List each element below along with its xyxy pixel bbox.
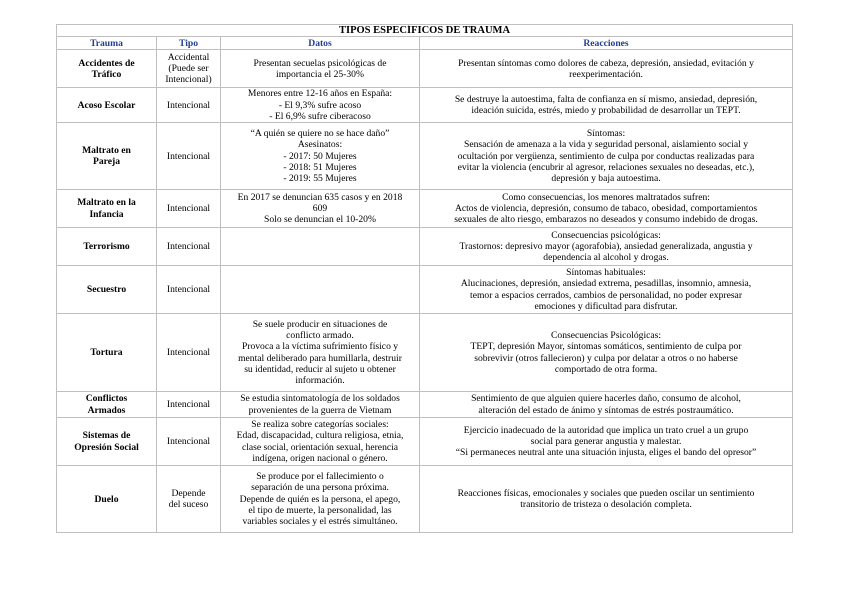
trauma-line: Secuestro xyxy=(86,284,127,296)
datos-line: Depende de quién es la persona, el apego, xyxy=(239,493,401,505)
datos-line: separación de una persona próxima. xyxy=(251,482,389,494)
cell-datos xyxy=(221,314,420,392)
trauma-line: Infancia xyxy=(89,208,124,220)
cell-datos xyxy=(221,266,420,314)
cell-datos xyxy=(221,50,420,88)
datos-line: conflicto armado. xyxy=(286,330,354,342)
datos-line: - 2019: 55 Mujeres xyxy=(283,173,357,185)
datos-line: 609 xyxy=(312,203,328,215)
header-datos: Datos xyxy=(221,37,420,50)
datos-line: Solo se denuncian el 10-20% xyxy=(264,214,376,226)
trauma-line: Opresión Social xyxy=(74,441,139,453)
cell-trauma xyxy=(57,123,157,190)
trauma-line: Maltrato en la xyxy=(77,197,136,209)
cell-trauma xyxy=(57,190,157,228)
trauma-line: Acoso Escolar xyxy=(77,99,136,111)
cell-trauma xyxy=(57,392,157,418)
cell-tipo xyxy=(157,88,221,123)
tipo-line: Intencional) xyxy=(165,74,212,86)
reacciones-line: social para generar angustia y malestar. xyxy=(530,436,682,448)
table-row xyxy=(57,314,793,392)
reacciones-line: transitorio de tristeza o desolación completa. xyxy=(520,499,692,511)
tipo-line: Intencional xyxy=(166,241,211,253)
reacciones-line: evitar la violencia (encubrir al agresor, relaciones sexuales no deseadas, etc.), xyxy=(457,161,755,173)
table-row xyxy=(57,123,793,190)
cell-datos xyxy=(221,88,420,123)
tipo-line: Intencional xyxy=(166,99,211,111)
reacciones-line: depresión y baja autoestima. xyxy=(551,173,661,185)
reacciones-line: Presentan síntomas como dolores de cabeza, depresión, ansiedad, evitación y xyxy=(458,57,754,69)
reacciones-line: “Si permaneces neutral ante una situación injusta, eliges el bando del opresor” xyxy=(455,447,757,459)
tipo-line: Intencional xyxy=(166,436,211,448)
cell-trauma xyxy=(57,418,157,466)
trauma-line: Maltrato en xyxy=(82,144,131,156)
datos-line: Se estudia sintomatología de los soldados xyxy=(240,393,400,405)
reacciones-line: Síntomas habituales: xyxy=(566,267,646,279)
cell-tipo xyxy=(157,466,221,533)
cell-reacciones xyxy=(420,392,793,418)
table-title: TIPOS ESPECÍFICOS DE TRAUMA xyxy=(57,25,793,37)
tipo-line: Accidental xyxy=(167,51,210,63)
cell-trauma xyxy=(57,50,157,88)
datos-line: Presentan secuelas psicológicas de xyxy=(253,57,387,69)
datos-line: Menores entre 12-16 años en España: xyxy=(247,88,393,100)
reacciones-line: Sentimiento de que alguien quiere hacerles daño, consumo de alcohol, xyxy=(471,393,741,405)
reacciones-line: Sensación de amenaza a la vida y seguridad personal, aislamiento social y xyxy=(464,139,749,151)
datos-line: - 2017: 50 Mujeres xyxy=(283,150,357,162)
trauma-line: Sistemas de xyxy=(82,430,131,442)
datos-line: indígena, origen nacional o género. xyxy=(252,452,388,464)
trauma-line: Conflictos xyxy=(85,393,128,405)
header-trauma: Trauma xyxy=(57,37,157,50)
cell-tipo xyxy=(157,266,221,314)
datos-line: Se produce por el fallecimiento o xyxy=(256,470,384,482)
cell-datos xyxy=(221,418,420,466)
trauma-line: Tortura xyxy=(90,347,123,359)
table-row xyxy=(57,228,793,266)
datos-line: variables sociales y el estrés simultáneo. xyxy=(242,516,398,528)
reacciones-line: dependencia al alcohol y drogas. xyxy=(543,252,669,264)
cell-reacciones xyxy=(420,228,793,266)
datos-line: clase social, orientación sexual, herencia xyxy=(241,441,399,453)
datos-line: Asesinatos: xyxy=(297,139,343,151)
reacciones-line: ocultación por vergüenza, sentimiento de culpa por conductas realizadas para xyxy=(457,150,755,162)
cell-trauma xyxy=(57,266,157,314)
datos-line: En 2017 se denuncian 635 casos y en 2018 xyxy=(237,191,403,203)
datos-line: Provoca a la víctima sufrimiento físico y xyxy=(241,341,399,353)
cell-reacciones xyxy=(420,190,793,228)
trauma-line: Duelo xyxy=(94,493,119,505)
datos-line: importancia el 25-30% xyxy=(276,68,364,80)
tipo-line: Depende xyxy=(171,487,206,499)
reacciones-line: Actos de violencia, depresión, consumo de tabaco, obesidad, comportamientos xyxy=(454,203,758,215)
cell-trauma xyxy=(57,228,157,266)
tipo-line: (Puede ser xyxy=(168,63,209,75)
tipo-line: del suceso xyxy=(168,499,209,511)
tipo-line: Intencional xyxy=(166,150,211,162)
datos-line: “A quién se quiere no se hace daño” xyxy=(250,127,390,139)
trauma-line: Accidentes de xyxy=(78,57,135,69)
table-row xyxy=(57,392,793,418)
datos-line: Se realiza sobre categorías sociales: xyxy=(251,419,389,431)
table-row xyxy=(57,466,793,533)
cell-trauma xyxy=(57,314,157,392)
cell-datos xyxy=(221,392,420,418)
cell-tipo xyxy=(157,314,221,392)
reacciones-line: Consecuencias Psicológicas: xyxy=(551,330,662,342)
reacciones-line: Trastornos: depresivo mayor (agorafobia), ansiedad generalizada, angustia y xyxy=(459,241,753,253)
reacciones-line: Ejercicio inadecuado de la autoridad que implica un trato cruel a un grupo xyxy=(463,424,749,436)
trauma-line: Terrorismo xyxy=(83,241,130,253)
reacciones-line: reexperimentación. xyxy=(569,68,643,80)
cell-datos xyxy=(221,228,420,266)
cell-reacciones xyxy=(420,418,793,466)
reacciones-line: sexuales de alto riesgo, embarazos no deseados y consumo indebido de drogas. xyxy=(454,214,758,226)
datos-line: su identidad, reducir al sujeto u obtener xyxy=(244,363,396,375)
reacciones-line: comportado de otra forma. xyxy=(554,363,658,375)
trauma-table xyxy=(56,24,793,533)
datos-line: Se suele producir en situaciones de xyxy=(252,318,388,330)
datos-line: información. xyxy=(295,375,345,387)
datos-line: - El 9,3% sufre acoso xyxy=(278,99,362,111)
cell-reacciones xyxy=(420,50,793,88)
table-row xyxy=(57,418,793,466)
reacciones-line: Se destruye la autoestima, falta de confianza en sí mismo, ansiedad, depresión, xyxy=(454,93,758,105)
cell-datos xyxy=(221,123,420,190)
cell-tipo xyxy=(157,228,221,266)
reacciones-line: emociones y dificultad para disfrutar. xyxy=(534,300,678,312)
table-body xyxy=(57,50,793,533)
header-tipo: Tipo xyxy=(157,37,221,50)
cell-tipo xyxy=(157,50,221,88)
cell-reacciones xyxy=(420,314,793,392)
reacciones-line: TEPT, depresión Mayor, síntomas somáticos, sentimiento de culpa por xyxy=(470,341,742,353)
cell-reacciones xyxy=(420,88,793,123)
header-reacciones: Reacciones xyxy=(420,37,793,50)
cell-datos xyxy=(221,190,420,228)
reacciones-line: temor a espacios cerrados, cambios de personalidad, no poder expresar xyxy=(470,289,743,301)
datos-line: el tipo de muerte, la personalidad, las xyxy=(248,504,392,516)
cell-reacciones xyxy=(420,123,793,190)
datos-line: Edad, discapacidad, cultura religiosa, etnia, xyxy=(236,430,404,442)
cell-trauma xyxy=(57,466,157,533)
cell-reacciones xyxy=(420,266,793,314)
tipo-line: Intencional xyxy=(166,399,211,411)
datos-line: - El 6,9% sufre ciberacoso xyxy=(269,110,371,122)
reacciones-line: alteración del estado de ánimo y síntomas de estrés postraumático. xyxy=(478,404,734,416)
table-row xyxy=(57,190,793,228)
reacciones-line: Alucinaciones, depresión, ansiedad extrema, pesadillas, insomnio, amnesia, xyxy=(460,278,752,290)
cell-trauma xyxy=(57,88,157,123)
cell-tipo xyxy=(157,418,221,466)
datos-line: provenientes de la guerra de Vietnam xyxy=(248,404,392,416)
reacciones-line: Síntomas: xyxy=(586,127,626,139)
tipo-line: Intencional xyxy=(166,203,211,215)
tipo-line: Intencional xyxy=(166,347,211,359)
reacciones-line: ideación suicida, estrés, miedo y probabilidad de desarrollar un TEPT. xyxy=(471,105,741,117)
cell-tipo xyxy=(157,190,221,228)
reacciones-line: Reacciones físicas, emocionales y sociales que pueden oscilar un sentimiento xyxy=(457,487,755,499)
reacciones-line: Como consecuencias, los menores maltratados sufren: xyxy=(502,191,710,203)
trauma-line: Tráfico xyxy=(91,68,122,80)
table-row xyxy=(57,266,793,314)
trauma-line: Armados xyxy=(87,404,126,416)
cell-datos xyxy=(221,466,420,533)
trauma-line: Pareja xyxy=(93,156,120,168)
reacciones-line: Consecuencias psicológicas: xyxy=(551,229,661,241)
cell-tipo xyxy=(157,392,221,418)
reacciones-line: sobrevivir (otros fallecieron) y culpa por delatar a otros o no haberse xyxy=(474,352,738,364)
table-row xyxy=(57,50,793,88)
datos-line: - 2018: 51 Mujeres xyxy=(283,161,357,173)
cell-reacciones xyxy=(420,466,793,533)
cell-tipo xyxy=(157,123,221,190)
datos-line: mental deliberado para humillarla, destruir xyxy=(238,352,402,364)
tipo-line: Intencional xyxy=(166,284,211,296)
table-row xyxy=(57,88,793,123)
